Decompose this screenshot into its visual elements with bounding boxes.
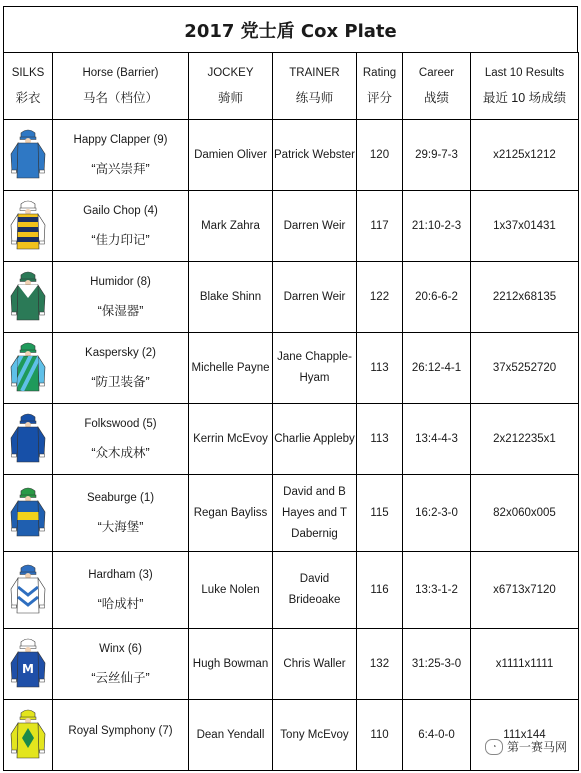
column-header [189,53,273,120]
horse-cell [53,333,189,404]
column-header [357,53,403,120]
jockey-silks-icon [5,410,51,468]
horse-cell [53,552,189,629]
rating-cell: 110 [357,700,403,771]
horse-name-cn: “众木成林” [91,446,150,460]
column-header [273,53,357,120]
column-header-en: Last 10 Results [484,67,565,79]
trainer-cell: Jane Chapple-Hyam [273,333,357,404]
career-cell: 16:2-3-0 [403,475,471,552]
jockey-silks-icon [5,561,51,619]
runners-table [3,52,579,771]
table-row [4,552,579,629]
rating-cell: 115 [357,475,403,552]
column-header-en: JOCKEY [207,67,254,79]
trainer-cell: Darren Weir [273,191,357,262]
table-row [4,629,579,700]
page-title: 2017 党士盾 Cox Plate [3,6,578,52]
column-header-zh: 评分 [366,91,392,105]
last-results-cell: 1x37x01431 [471,191,579,262]
rating-cell: 113 [357,333,403,404]
last-results-cell: 82x060x005 [471,475,579,552]
watermark-text: 第一赛马网 [506,740,567,754]
jockey-silks-icon [5,706,51,764]
trainer-cell: David Brideoake [273,552,357,629]
svg-text:M: M [22,662,34,676]
column-header-zh: 彩衣 [15,91,41,105]
jockey-silks-icon [5,339,51,397]
column-header [403,53,471,120]
last-results-cell: 111x144 [471,700,579,771]
rating-cell: 113 [357,404,403,475]
silk-cell [4,262,53,333]
jockey-cell: Michelle Payne [189,333,273,404]
silk-cell [4,700,53,771]
trainer-cell: Patrick Webster [273,120,357,191]
column-header [471,53,579,120]
horse-cell [53,120,189,191]
horse-name: Humidor (8) [90,276,151,288]
horse-name: Winx (6) [99,643,142,655]
jockey-cell: Hugh Bowman [189,629,273,700]
rating-cell: 116 [357,552,403,629]
rating-cell: 132 [357,629,403,700]
column-header-zh: 战绩 [423,91,449,105]
table-body [4,120,579,771]
silk-cell [4,191,53,262]
career-cell: 31:25-3-0 [403,629,471,700]
jockey-cell: Damien Oliver [189,120,273,191]
horse-name: Gailo Chop (4) [83,205,158,217]
column-header-en: SILKS [11,67,45,79]
column-header [53,53,189,120]
horse-cell [53,262,189,333]
table-row [4,333,579,404]
table-row [4,120,579,191]
career-cell: 6:4-0-0 [403,700,471,771]
jockey-cell: Dean Yendall [189,700,273,771]
horse-name: Happy Clapper (9) [73,134,168,146]
column-header-zh: 马名（档位） [82,91,158,105]
rating-cell: 117 [357,191,403,262]
last-results-cell: x1111x1111 [471,629,579,700]
jockey-cell: Mark Zahra [189,191,273,262]
column-header-en: Career [418,67,455,79]
horse-name: Kaspersky (2) [85,347,156,359]
jockey-silks-icon [5,268,51,326]
horse-name: Hardham (3) [88,569,153,581]
horse-name: Folkswood (5) [84,418,157,430]
horse-name: Royal Symphony (7) [68,724,173,737]
horse-cell [53,700,189,771]
horse-name-cn: “高兴崇拜” [91,162,150,176]
last-results-cell: x6713x7120 [471,552,579,629]
trainer-cell: Darren Weir [273,262,357,333]
rating-cell: 122 [357,262,403,333]
silk-cell [4,552,53,629]
horse-cell [53,629,189,700]
last-results-cell: 2x212235x1 [471,404,579,475]
table-row [4,191,579,262]
horse-cell [53,475,189,552]
horse-name-cn: “保湿器” [97,304,144,318]
career-cell: 13:4-4-3 [403,404,471,475]
last-results-cell: x2125x1212 [471,120,579,191]
column-header-zh: 最近 10 场成绩 [482,91,567,105]
career-cell: 13:3-1-2 [403,552,471,629]
jockey-silks-icon [5,197,51,255]
jockey-cell: Kerrin McEvoy [189,404,273,475]
trainer-cell: David and B Hayes and T Dabernig [273,475,357,552]
last-results-cell: 37x5252720 [471,333,579,404]
trainer-cell: Charlie Appleby [273,404,357,475]
silk-cell [4,629,53,700]
table-row [4,700,579,771]
trainer-cell: Tony McEvoy [273,700,357,771]
trainer-cell: Chris Waller [273,629,357,700]
column-header [4,53,53,120]
jockey-silks-icon [5,484,51,542]
horse-name-cn: “大海堡” [97,520,144,534]
jockey-cell: Luke Nolen [189,552,273,629]
column-header-en: TRAINER [289,67,340,79]
column-header-zh: 骑师 [217,91,243,105]
column-header-zh: 练马师 [295,91,334,105]
rating-cell: 120 [357,120,403,191]
table-row [4,404,579,475]
column-header-en: Horse (Barrier) [82,67,159,79]
silk-cell [4,333,53,404]
silk-cell [4,404,53,475]
horse-name-cn: “哈成村” [97,597,144,611]
horse-cell [53,191,189,262]
horse-cell [53,404,189,475]
column-header-en: Rating [362,67,397,79]
horse-name-cn: “云丝仙子” [91,671,150,685]
table-row [4,262,579,333]
career-cell: 29:9-7-3 [403,120,471,191]
watermark [485,738,567,755]
horse-name: Seaburge (1) [86,492,155,504]
results-sheet [3,6,578,771]
last-results-cell: 2212x68135 [471,262,579,333]
career-cell: 20:6-6-2 [403,262,471,333]
header-row [4,53,579,120]
silk-cell [4,120,53,191]
career-cell: 26:12-4-1 [403,333,471,404]
horse-name-cn: “佳力印记” [91,233,150,247]
silk-cell [4,475,53,552]
jockey-silks-icon [5,635,51,693]
jockey-cell: Regan Bayliss [189,475,273,552]
wechat-icon: ◔ [485,739,503,755]
jockey-silks-icon [5,126,51,184]
table-row [4,475,579,552]
jockey-cell: Blake Shinn [189,262,273,333]
horse-name-cn: “防卫装备” [91,375,150,389]
career-cell: 21:10-2-3 [403,191,471,262]
